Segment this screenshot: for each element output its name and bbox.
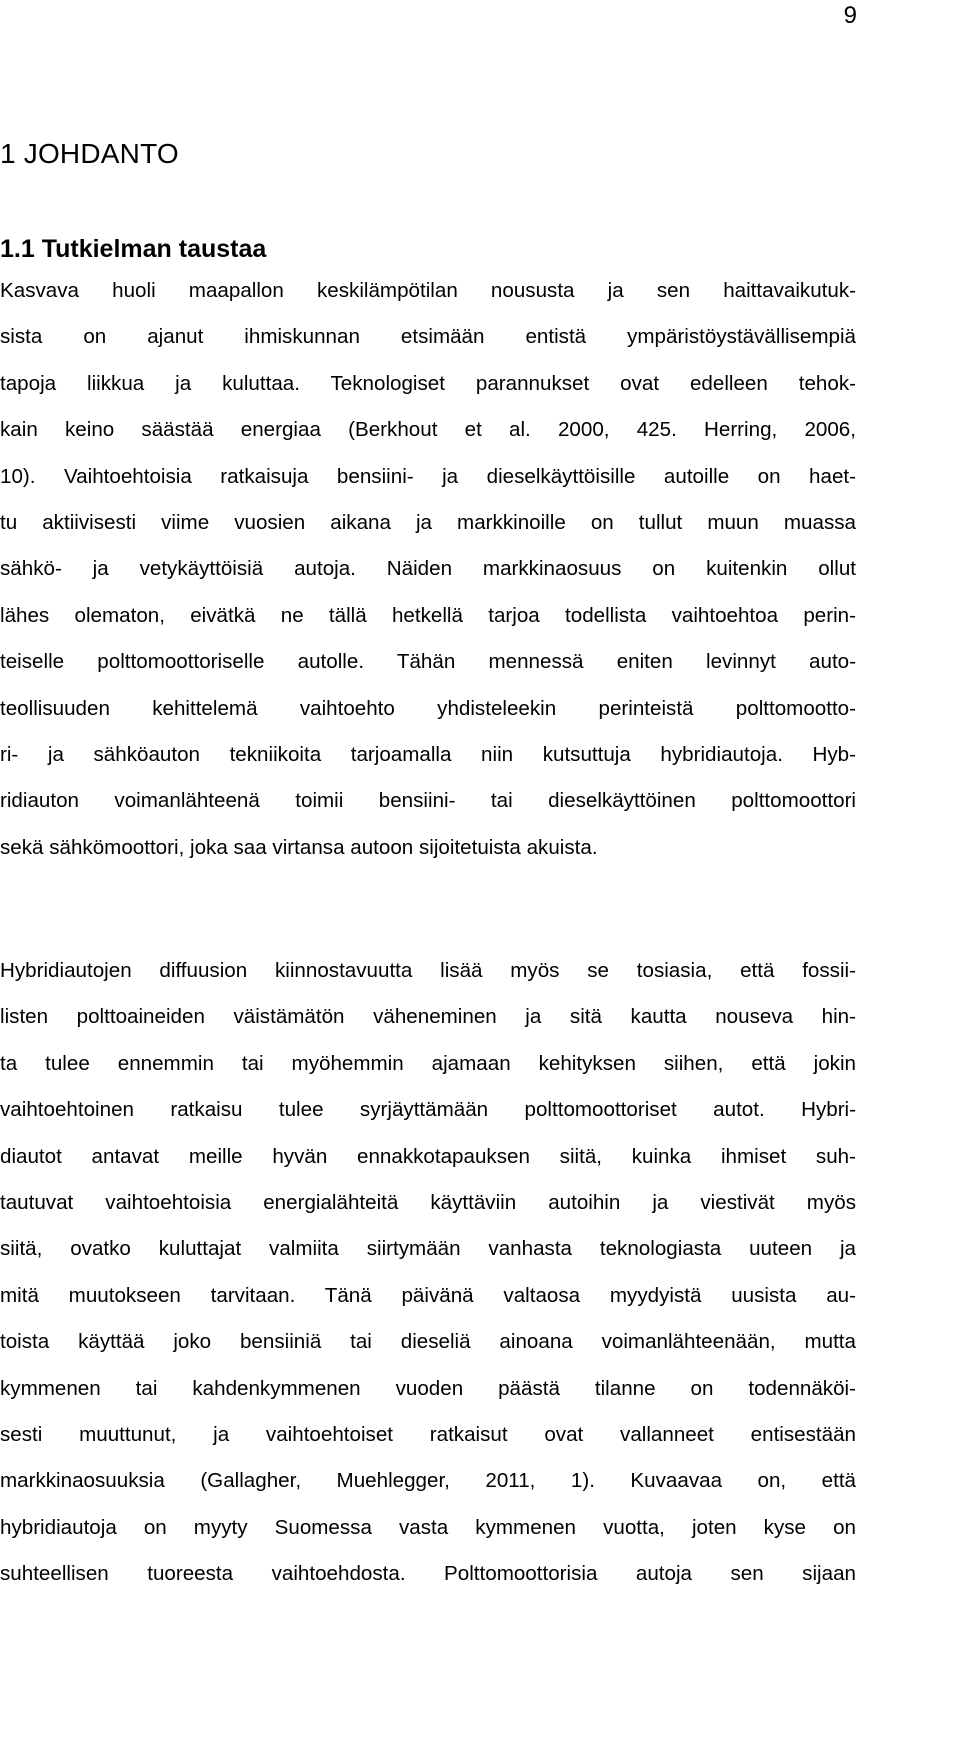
section-title: 1.1 Tutkielman taustaa [0, 235, 267, 263]
text-line: mitä muutokseen tarvitaan. Tänä päivänä valtaosa myydyistä uusista au- [0, 1283, 856, 1307]
chapter-title: 1 JOHDANTO [0, 138, 179, 169]
text-line: vaihtoehtoinen ratkaisu tulee syrjäyttämään polttomoottoriset autot. Hybri- [0, 1098, 856, 1122]
text-line: kymmenen tai kahdenkymmenen vuoden päästä tilanne on todennäköi- [0, 1376, 856, 1400]
page-number: 9 [843, 2, 857, 29]
text-line: sähkö- ja vetykäyttöisiä autoja. Näiden markkinaosuus on kuitenkin ollut [0, 557, 856, 581]
text-line: sekä sähkömoottori, joka saa virtansa autoon sijoitetuista akuista. [0, 835, 598, 859]
text-line: 10). Vaihtoehtoisia ratkaisuja bensiini- ja dieselkäyttöisille autoille on haet- [0, 464, 856, 488]
text-line: kain keino säästää energiaa (Berkhout et al. 2000, 425. Herring, 2006, [0, 418, 856, 442]
text-line: ridiauton voimanlähteenä toimii bensiini- tai dieselkäyttöinen polttomoottori [0, 789, 856, 813]
text-line: siitä, ovatko kuluttajat valmiita siirtymään vanhasta teknologiasta uuteen ja [0, 1237, 856, 1261]
text-line: Hybridiautojen diffuusion kiinnostavuutta lisää myös se tosiasia, että fossii- [0, 959, 856, 982]
text-line: ta tulee ennemmin tai myöhemmin ajamaan kehityksen siihen, että jokin [0, 1051, 856, 1075]
text-line: listen polttoaineiden väistämätön väheneminen ja sitä kautta nouseva hin- [0, 1005, 856, 1029]
text-line: sesti muuttunut, ja vaihtoehtoiset ratkaisut ovat vallanneet entisestään [0, 1422, 856, 1446]
text-line: diautot antavat meille hyvän ennakkotapauksen siitä, kuinka ihmiset suh- [0, 1144, 856, 1168]
text-line: tu aktiivisesti viime vuosien aikana ja markkinoille on tullut muun muassa [0, 510, 856, 534]
text-line: Kasvava huoli maapallon keskilämpötilan noususta ja sen haittavaikutuk- [0, 279, 856, 302]
text-line: toista käyttää joko bensiiniä tai dieseliä ainoana voimanlähteenään, mutta [0, 1330, 856, 1354]
text-line: markkinaosuuksia (Gallagher, Muehlegger, 2011, 1). Kuvaavaa on, että [0, 1469, 856, 1493]
paragraph-2 [0, 948, 856, 1597]
text-line: teollisuuden kehittelemä vaihtoehto yhdisteleekin perinteistä polttomootto- [0, 696, 856, 720]
text-line: teiselle polttomoottoriselle autolle. Tähän mennessä eniten levinnyt auto- [0, 650, 856, 674]
text-line: ri- ja sähköauton tekniikoita tarjoamalla niin kutsuttuja hybridiautoja. Hyb- [0, 742, 856, 766]
paragraph-1 [0, 268, 856, 871]
text-line: sista on ajanut ihmiskunnan etsimään entistä ympäristöystävällisempiä [0, 325, 856, 349]
text-line: tapoja liikkua ja kuluttaa. Teknologiset parannukset ovat edelleen tehok- [0, 371, 856, 395]
text-line: lähes olematon, eivätkä ne tällä hetkellä tarjoa todellista vaihtoehtoa perin- [0, 603, 856, 627]
text-line: tautuvat vaihtoehtoisia energialähteitä käyttäviin autoihin ja viestivät myös [0, 1190, 856, 1214]
text-line: suhteellisen tuoreesta vaihtoehdosta. Polttomoottorisia autoja sen sijaan [0, 1562, 856, 1586]
text-line: hybridiautoja on myyty Suomessa vasta kymmenen vuotta, joten kyse on [0, 1515, 856, 1539]
